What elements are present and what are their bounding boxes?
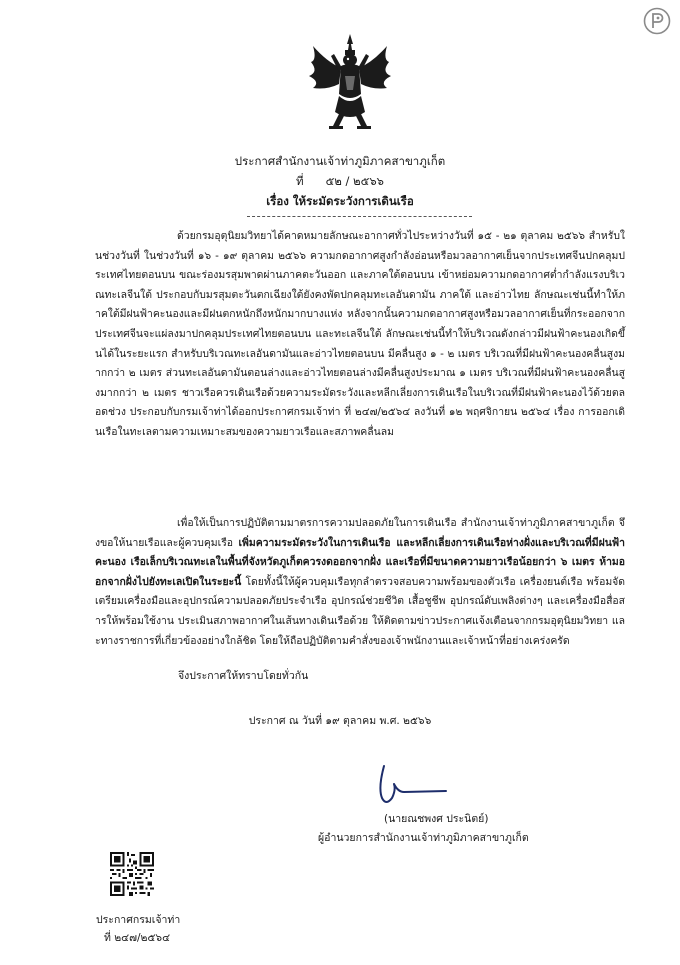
body-paragraph-1 — [95, 227, 625, 443]
qr-code-icon — [110, 852, 154, 896]
closing-line: จึงประกาศให้ทราบโดยทั่วกัน — [178, 670, 309, 682]
signer-name: (นายณชพงศ ประนิตย์) — [384, 813, 489, 825]
announcement-subject: เรื่อง ให้ระมัดระวังการเดินเรือ — [266, 194, 414, 208]
announcement-number — [0, 173, 680, 189]
divider — [247, 216, 472, 217]
dated-line: ประกาศ ณ วันที่ ๑๙ ตุลาคม พ.ศ. ๒๕๖๖ — [248, 715, 432, 727]
paragraph-2-lead: เพื่อให้เป็นการปฏิบัติตามมาตรการความปลอดภัยในการเดินเรือ สำนักงานเจ้าท่าภูมิภาคสาขาภูเก็ต จึงขอให้นายเรือและผู้ควบคุมเรือ — [95, 517, 625, 549]
reference-line-1: ประกาศกรมเจ้าท่า — [96, 914, 181, 926]
paragraph-1-text: ด้วยกรมอุตุนิยมวิทยาได้คาดหมายลักษณะอากาศทั่วไประหว่างวันที่ ๑๕ - ๒๑ ตุลาคม ๒๕๖๖ สำหรับในช่วงวันที่ ในช่วงวันที่ ๑๖ - ๑๙ ตุลาคม ๒๕๖๖ ความกดอากาศสูงกำลังอ่อนหรือมวลอากาศเย็นจากประเทศจีนปกคลุมประเทศไทยตอนบน ขณะร่องมรสุมพาดผ่านภาคตะวันออก และภาคใต้ตอนบน เข้าหย่อมความกดอากาศต่ำกำลังแรงบริเวณทะเลจีนใต้ ประกอบกับมรสุมตะวันตกเฉียงใต้ยังคงพัดปกคลุมทะเลอันดามัน ภาคใต้ และอ่าวไทย ลักษณะเช่นนี้ทำให้ภาคใต้มีฝนฟ้าคะนองและมีฝนตกหนักถึงหนักมากบางแห่ง หลังจากนั้นความกดอากาศสูงหรือมวลอากาศเย็นที่กระออกจากประเทศจีนจะแผ่ลงมาปกคลุมประเทศไทยตอนบน และทะเลจีนใต้ ลักษณะเช่นนี้ทำให้บริเวณดังกล่าวมีฝนฟ้าคะนองเกิดขึ้นได้ในระยะแรก สำหรับบริเวณทะเลอันดามันและอ่าวไทยตอนบน มีคลื่นสูง ๑ - ๒ เมตร บริเวณที่มีฝนฟ้าคะนองคลื่นสูงมากกว่า ๒ เมตร ส่วนทะเลอันดามันตอนล่างและอ่าวไทยตอนล่างมีคลื่นสูงประมาณ ๑ เมตร บริเวณที่มีฝนฟ้าคะนองคลื่นสูงมากกว่า ๒ เมตร ชาวเรือควรเดินเรือด้วยความระมัดระวังและหลีกเลี่ยงการเดินเรือในบริเวณที่มีฝนฟ้าคะนองไว้ด้วยตลอดช่วง ประกอบกับกรมเจ้าท่าได้ออกประกาศกรมเจ้าท่า ที่ ๒๔๗/๒๕๖๔ ลงวันที่ ๑๒ พฤศจิกายน ๒๕๖๔ เรื่อง การออกเดินเรือในทะเลตามความเหมาะสมของความยาวเรือและสภาพคลื่นลม — [95, 230, 625, 438]
paragraph-2-tail: โดยทั้งนี้ให้ผู้ควบคุมเรือทุกลำตรวจสอบความพร้อมของตัวเรือ เครื่องยนต์เรือ พร้อมจัดเตรียมเครื่องมือและอุปกรณ์ความปลอดภัยประจำเรือ อุปกรณ์ช่วยชีวิต เสื้อชูชีพ อุปกรณ์ดับเพลิงต่างๆ และเครื่องมือสื่อสารให้พร้อมใช้งาน ประเมินสภาพอากาศในเส้นทางเดินเรือด้วย ให้ติดตามข่าวประกาศแจ้งเตือนจากกรมอุตุนิยมวิทยา และทางราชการที่เกี่ยวข้องอย่างใกล้ชิด โดยให้ถือปฏิบัติตามคำสั่งของเจ้าพนักงานและเจ้าหน้าที่อย่างเคร่งครัด — [95, 575, 625, 647]
number-value: ๕๒ / ๒๕๖๖ — [325, 174, 384, 188]
announcement-title: ประกาศสำนักงานเจ้าท่าภูมิภาคสาขาภูเก็ต — [234, 154, 446, 168]
circular-p-logo-icon — [642, 6, 672, 36]
signer-title: ผู้อำนวยการสำนักงานเจ้าท่าภูมิภาคสาขาภูเก็ต — [318, 832, 529, 844]
garuda-emblem-icon — [305, 32, 395, 132]
reference-line-2: ที่ ๒๔๗/๒๕๖๔ — [104, 932, 171, 944]
paragraph-2-bold: เพิ่มความระมัดระวังในการเดินเรือ และหลีกเลี่ยงการเดินเรือห่างฝั่งและบริเวณที่มีฝนฟ้าคะนอง เรือเล็กบริเวณทะเลในพื้นที่จังหวัดภูเก็ตควรงดออกจากฝั่ง และเรือที่มีขนาดความยาวเรือน้อยกว่า ๖ เมตร ห้ามออกจากฝั่งไปยังทะเลเปิดในระยะนี้ — [95, 536, 625, 588]
number-label: ที่ — [296, 174, 304, 188]
signature-image — [374, 758, 452, 810]
body-paragraph-2 — [95, 514, 625, 651]
